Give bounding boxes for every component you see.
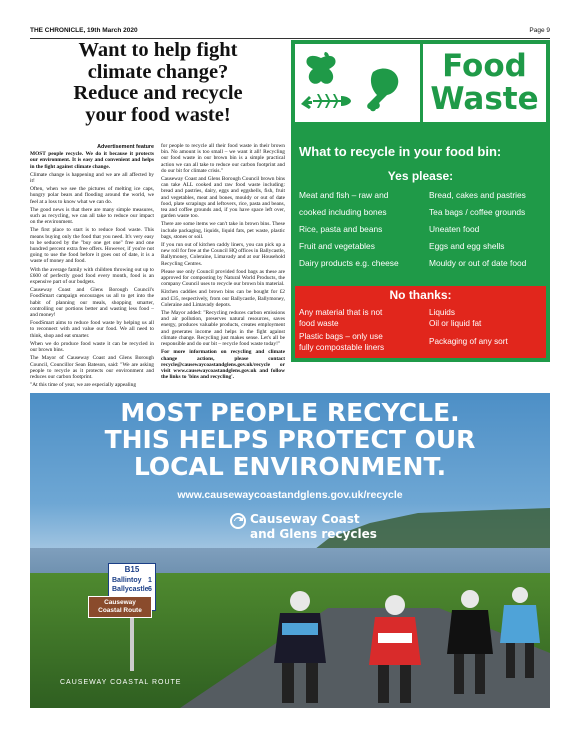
article-paragraph: The first place to start is to reduce food waste. This means buying only the food that you need. It's very easy to be seduced by the "buy one get one" free and one hundred percent extra free offers. However, if you're not going to use the food before it goes out of date, it is a waste of money and food. — [30, 227, 154, 265]
advert-headline-line: THIS HELPS PROTECT OUR — [104, 425, 476, 454]
coastal-route-sign — [88, 596, 152, 618]
yes-item: Uneaten food — [429, 224, 480, 234]
advert-headline — [30, 399, 550, 480]
article-paragraph: For more information on recycling and climate change actions, please contact recycle@causewaycoastandglens.gov.uk/recycle or visit www.causewaycoastandglens.gov.uk and follow the links to 'bins and recycling'. — [161, 349, 285, 381]
no-item-line: Packaging of any sort — [429, 337, 508, 346]
no-item — [429, 337, 508, 348]
yes-item: Rice, pasta and beans — [299, 224, 383, 234]
yes-item: Eggs and egg shells — [429, 241, 505, 251]
yes-item: Meat and fish – raw and — [299, 190, 389, 200]
no-item — [299, 308, 382, 329]
article-paragraph: for people to recycle all their food waste in their brown bin. No amount is too small – we want it all! Recycling our food waste in our brown bin is a simple practical action we can all take to reduce our carbon footprint and do our bit for climate crisis." — [161, 143, 285, 174]
article-paragraph: Please use only Council provided food bags as these are approved for composting by Natural World Products, the company Council uses to recycle our brown bin material. — [161, 268, 285, 288]
headline-line: Reduce and recycle — [73, 82, 243, 104]
article-paragraph: If you run out of kitchen caddy liners, you can pick up a new roll for free at the Council HQ offices in Ballycastle, Ballymoney, Coleraine, Limavady and at our Household Recycling Centres. — [161, 242, 285, 267]
banner-word: Food — [442, 48, 527, 84]
no-item — [429, 308, 481, 329]
masthead — [30, 26, 550, 39]
destination-name: Ballycastle — [112, 586, 149, 593]
no-thanks-box — [295, 286, 546, 358]
feature-label: Advertisement feature — [97, 144, 154, 150]
sign-destination — [112, 586, 152, 593]
logo-text: and Glens recycles — [250, 527, 377, 541]
article-paragraph: When we do produce food waste it can be recycled in our brown bins. — [30, 340, 154, 354]
page-number: Page 9 — [529, 27, 550, 34]
road-number: B15 — [124, 565, 140, 574]
article-paragraph: With the average family with children throwing out up to £600 of perfectly good food every month, food is an expensive part of our budgets. — [30, 266, 154, 286]
sign-destination — [112, 577, 152, 584]
yes-heading: Yes please: — [387, 169, 454, 183]
cyclist-figure — [500, 587, 540, 678]
no-heading: No thanks: — [389, 288, 452, 302]
article-lead: MOST people recycle. We do it because it protects our environment. It is easy and convenient and helps in the fight against climate change. — [30, 151, 154, 170]
logo-text: Causeway Coast — [250, 512, 360, 526]
fish-bone-icon — [301, 94, 351, 109]
article-column-1 — [30, 144, 154, 389]
brown-sign-line: Coastal Route — [98, 607, 142, 614]
article-headline — [30, 40, 286, 126]
recycling-advert — [30, 393, 550, 708]
article-column-2 — [161, 143, 285, 385]
article-paragraph: Causeway Coast and Glens Borough Council brown bins can take ALL cooked and raw food waste including: bread and pastries, dairy, eggs and eggshells, fish, fruit and vegetables, meat and bones, mouldy or out of date food, plate scrapings and leftovers, rice, pasta and beans, tea and coffee grounds and, if you have space left over, garden waste too. — [161, 176, 285, 220]
brown-sign-line: Causeway — [104, 599, 136, 606]
yes-item: Fruit and vegetables — [299, 241, 375, 251]
no-item-line: Oil or liquid fat — [429, 318, 482, 328]
destination-name: Ballintoy — [112, 577, 142, 584]
yes-item: Mouldy or out of date food — [429, 258, 527, 268]
article-paragraph: Kitchen caddies and brown bins can be bought for £2 and £35, respectively, from our Ballycastle, Ballymoney, Coleraine and Limavady depots. — [161, 289, 285, 308]
no-item — [299, 332, 384, 353]
article-paragraph: There are some items we can't take in brown bins. These include packaging, liquids, liquid fats, pet waste, plastic bags, stones or soil. — [161, 221, 285, 240]
advert-url: www.causewaycoastandglens.gov.uk/recycle — [177, 489, 403, 501]
no-item-line: Liquids — [429, 308, 455, 317]
column-1-body — [30, 172, 154, 389]
cyclist-figure — [369, 595, 421, 703]
column-2-body — [161, 143, 285, 380]
yes-item: Tea bags / coffee grounds — [429, 207, 526, 217]
article-paragraph: Causeway Coast and Glens Borough Council's FoodSmart campaign encourages us all to get into the habit of planning our meals, shopping smarter, controlling our portions better and wasting less food – and money! — [30, 287, 154, 319]
no-item-line: Plastic bags – only use — [299, 332, 383, 341]
destination-distance: 1 — [148, 577, 152, 584]
advert-headline-line: MOST PEOPLE RECYCLE. — [120, 398, 460, 427]
no-item-line: fully compostable liners — [299, 342, 385, 352]
article-paragraph: FoodSmart aims to reduce food waste by helping us all to reconnect with and value our food. We all need to think, shop and eat smarter. — [30, 320, 154, 339]
no-item-line: food waste — [299, 318, 339, 328]
council-recycles-logo — [230, 512, 410, 546]
cyclists-image — [220, 583, 550, 708]
article-paragraph: The Mayor added: "Recycling reduces carbon emissions and air pollution, preserves natural resources, saves energy, produces valuable products, creates employment and generates income and helps in the fight against climate change. Recycling just makes sense. Let's all be responsible and do our bit – recycle food waste today!" — [161, 310, 285, 348]
headline-line: climate change? — [87, 60, 229, 83]
article-paragraph: "At this time of year, we are especially appealing — [30, 382, 137, 389]
drumstick-icon — [367, 69, 398, 112]
destination-distance: 6 — [148, 586, 152, 593]
headline-line: Want to help fight — [78, 39, 238, 61]
article-paragraph: The Mayor of Causeway Coast and Glens Borough Council, Councillor Sean Bateson, said: "We are asking people to recycle as it protects our environment and reduces our carbon footprint. — [30, 355, 154, 380]
article-paragraph: The good news is that there are many simple measures, such as recycling, we can all take to reduce our impact on the environment. — [30, 206, 154, 226]
apple-core-icon — [306, 52, 335, 84]
sign-post — [130, 611, 134, 671]
food-illustration-icon — [295, 44, 420, 122]
cyclist-figure — [447, 590, 493, 694]
article-paragraph: Climate change is happening and we are all affected by it! — [30, 171, 154, 185]
food-waste-panel — [291, 40, 550, 362]
article-paragraph: Often, when we see the pictures of melting ice caps, hungry polar bears and flooding around the world, we feel at a loss to know what we can do. — [30, 186, 154, 205]
yes-item: cooked including bones — [299, 207, 387, 217]
publication-date: THE CHRONICLE, 19th March 2020 — [30, 27, 138, 34]
banner-word: Waste — [430, 81, 539, 117]
yes-item: Bread, cakes and pastries — [429, 190, 526, 200]
food-waste-banner — [423, 44, 546, 122]
recycle-icon — [230, 513, 246, 529]
food-icons — [295, 44, 420, 122]
advert-caption: CAUSEWAY COASTAL ROUTE — [60, 679, 182, 686]
yes-item: Dairy products e.g. cheese — [299, 258, 399, 268]
no-item-line: Any material that is not — [299, 308, 383, 317]
panel-title: What to recycle in your food bin: — [299, 144, 502, 159]
advert-headline-line: LOCAL ENVIRONMENT. — [133, 452, 447, 481]
headline-line: your food waste! — [85, 103, 231, 126]
article — [30, 39, 286, 389]
cyclist-figure — [274, 591, 326, 703]
